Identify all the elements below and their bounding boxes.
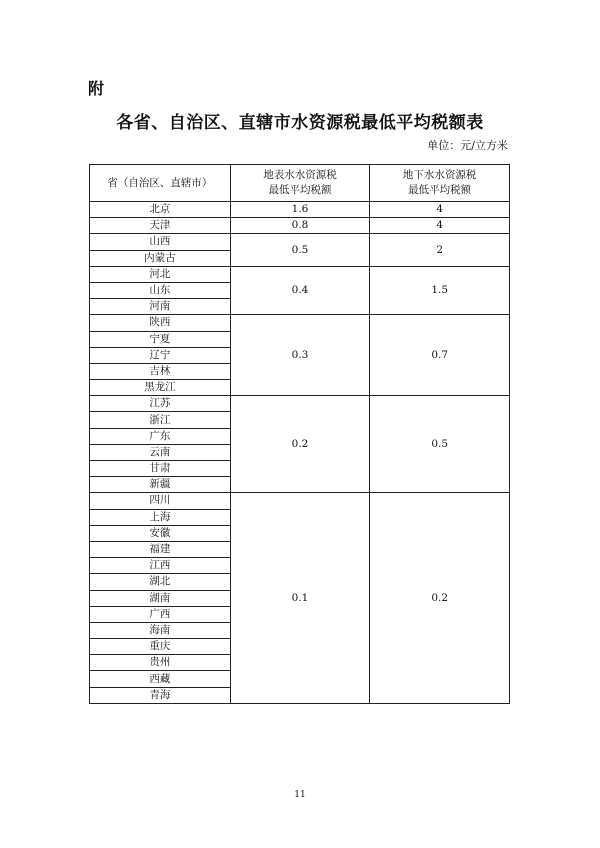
header-surface-line1: 地表水水资源税 xyxy=(263,169,337,181)
province-cell: 甘肃 xyxy=(90,461,231,477)
tax-rate-table xyxy=(89,164,510,704)
ground-water-rate-cell: 2 xyxy=(370,234,510,266)
table-body xyxy=(90,202,510,704)
province-cell: 贵州 xyxy=(90,655,231,671)
header-surface-water xyxy=(230,165,370,202)
table-header-row xyxy=(90,165,510,202)
province-cell: 天津 xyxy=(90,218,231,234)
province-cell: 江苏 xyxy=(90,396,231,412)
province-cell: 重庆 xyxy=(90,639,231,655)
table-row xyxy=(90,396,510,412)
ground-water-rate-cell: 4 xyxy=(370,218,510,234)
header-ground-line2: 最低平均税额 xyxy=(408,184,472,196)
province-cell: 山西 xyxy=(90,234,231,250)
province-cell: 福建 xyxy=(90,541,231,557)
ground-water-rate-cell: 1.5 xyxy=(370,266,510,315)
province-cell: 安徽 xyxy=(90,525,231,541)
province-cell: 山东 xyxy=(90,282,231,298)
surface-water-rate-cell: 0.3 xyxy=(230,315,370,396)
province-cell: 西藏 xyxy=(90,671,231,687)
surface-water-rate-cell: 0.5 xyxy=(230,234,370,266)
surface-water-rate-cell: 0.1 xyxy=(230,493,370,703)
surface-water-rate-cell: 0.2 xyxy=(230,396,370,493)
province-cell: 广西 xyxy=(90,606,231,622)
table-row xyxy=(90,493,510,509)
province-cell: 青海 xyxy=(90,687,231,703)
province-cell: 新疆 xyxy=(90,477,231,493)
table-row xyxy=(90,315,510,331)
ground-water-rate-cell: 0.5 xyxy=(370,396,510,493)
annex-label: 附 xyxy=(88,79,105,98)
header-surface-line2: 最低平均税额 xyxy=(268,184,332,196)
province-cell: 云南 xyxy=(90,444,231,460)
province-cell: 上海 xyxy=(90,509,231,525)
surface-water-rate-cell: 0.4 xyxy=(230,266,370,315)
province-cell: 陕西 xyxy=(90,315,231,331)
table-row xyxy=(90,266,510,282)
header-province: 省（自治区、直辖市） xyxy=(90,165,231,202)
surface-water-rate-cell: 1.6 xyxy=(230,202,370,218)
table-row xyxy=(90,234,510,250)
province-cell: 湖北 xyxy=(90,574,231,590)
page-title: 各省、自治区、直辖市水资源税最低平均税额表 xyxy=(116,113,484,133)
province-cell: 四川 xyxy=(90,493,231,509)
province-cell: 吉林 xyxy=(90,363,231,379)
province-cell: 宁夏 xyxy=(90,331,231,347)
ground-water-rate-cell: 0.2 xyxy=(370,493,510,703)
province-cell: 江西 xyxy=(90,558,231,574)
province-cell: 广东 xyxy=(90,428,231,444)
page-number: 11 xyxy=(294,790,306,800)
ground-water-rate-cell: 4 xyxy=(370,202,510,218)
province-cell: 浙江 xyxy=(90,412,231,428)
ground-water-rate-cell: 0.7 xyxy=(370,315,510,396)
header-ground-line1: 地下水水资源税 xyxy=(402,169,477,181)
province-cell: 黑龙江 xyxy=(90,380,231,396)
header-ground-water xyxy=(370,165,510,202)
province-cell: 河南 xyxy=(90,299,231,315)
unit-label: 单位：元/立方米 xyxy=(427,139,508,152)
province-cell: 海南 xyxy=(90,622,231,638)
province-cell: 内蒙古 xyxy=(90,250,231,266)
surface-water-rate-cell: 0.8 xyxy=(230,218,370,234)
table-row xyxy=(90,218,510,234)
province-cell: 河北 xyxy=(90,266,231,282)
table-row xyxy=(90,202,510,218)
province-cell: 辽宁 xyxy=(90,347,231,363)
province-cell: 北京 xyxy=(90,202,231,218)
province-cell: 湖南 xyxy=(90,590,231,606)
